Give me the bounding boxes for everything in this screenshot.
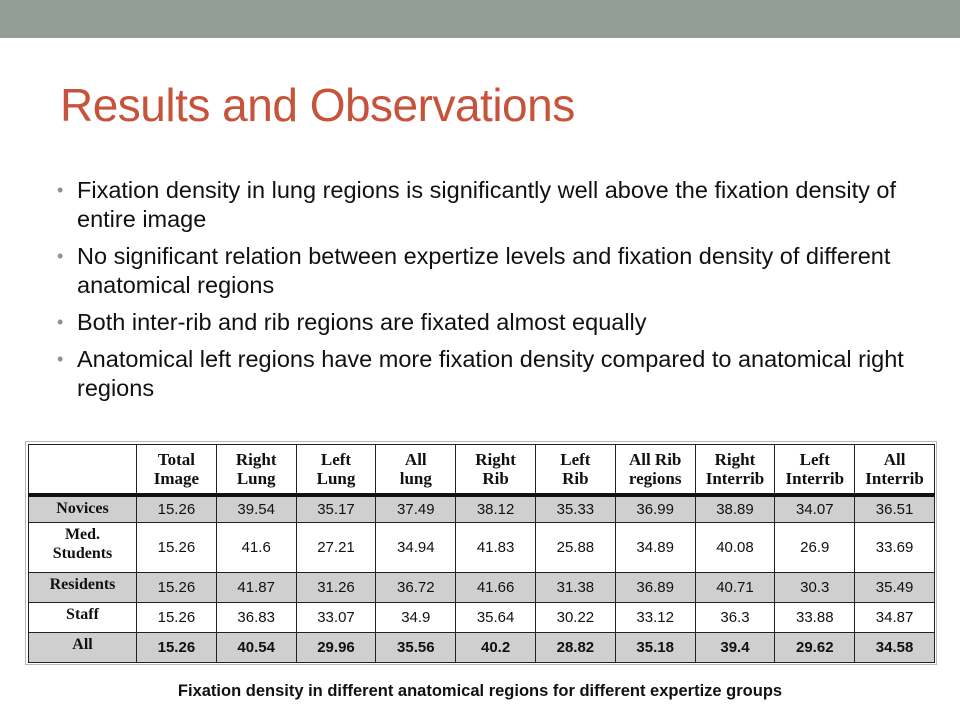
- table-cell: 29.96: [296, 633, 376, 663]
- table-cell: 33.12: [615, 603, 695, 633]
- bullet-item: [56, 176, 916, 234]
- table-cell: 35.17: [296, 495, 376, 523]
- table-header-row: [29, 445, 935, 495]
- table-cell: 34.58: [855, 633, 935, 663]
- column-header: All Rib regions: [615, 445, 695, 495]
- table-cell: 35.18: [615, 633, 695, 663]
- table-cell: 40.71: [695, 573, 775, 603]
- table-cell: 15.26: [137, 523, 217, 573]
- table-corner-cell: [29, 445, 137, 495]
- row-header: Residents: [29, 573, 137, 603]
- table-caption: Fixation density in different anatomical regions for different expertize groups: [177, 682, 783, 700]
- table-cell: 15.26: [137, 603, 217, 633]
- bullet-item: [56, 242, 916, 300]
- bullet-item: [56, 308, 916, 337]
- table-cell: 35.49: [855, 573, 935, 603]
- table-image: [25, 441, 937, 665]
- bullet-item: [56, 345, 916, 403]
- table-cell: 36.83: [216, 603, 296, 633]
- table-cell: 34.94: [376, 523, 456, 573]
- column-header: All lung: [376, 445, 456, 495]
- table-cell: 30.22: [535, 603, 615, 633]
- table-cell: 26.9: [775, 523, 855, 573]
- table-cell: 36.3: [695, 603, 775, 633]
- table-cell: 40.08: [695, 523, 775, 573]
- column-header: Left Interrib: [775, 445, 855, 495]
- table-cell: 36.51: [855, 495, 935, 523]
- table-cell: 31.38: [535, 573, 615, 603]
- bullet-text: Anatomical left regions have more fixation density compared to anatomical right regions: [77, 346, 904, 401]
- table-cell: 15.26: [137, 573, 217, 603]
- table-cell: 25.88: [535, 523, 615, 573]
- table-cell: 41.6: [216, 523, 296, 573]
- table-cell: 34.07: [775, 495, 855, 523]
- column-header: Left Rib: [535, 445, 615, 495]
- row-header: All: [29, 633, 137, 663]
- column-header: Right Interrib: [695, 445, 775, 495]
- row-header: Staff: [29, 603, 137, 633]
- table-row-novices: [29, 495, 935, 523]
- table-cell: 38.89: [695, 495, 775, 523]
- table-cell: 35.33: [535, 495, 615, 523]
- table-cell: 41.83: [456, 523, 536, 573]
- table-cell: 29.62: [775, 633, 855, 663]
- table-cell: 37.49: [376, 495, 456, 523]
- column-header: Left Lung: [296, 445, 376, 495]
- table-cell: 33.69: [855, 523, 935, 573]
- row-header: Novices: [29, 495, 137, 523]
- table-cell: 34.87: [855, 603, 935, 633]
- table-row-residents: [29, 573, 935, 603]
- row-header: Med. Students: [29, 523, 137, 573]
- table-cell: 36.99: [615, 495, 695, 523]
- table-cell: 38.12: [456, 495, 536, 523]
- bullet-list: [56, 176, 916, 411]
- table-cell: 36.72: [376, 573, 456, 603]
- table-row-staff: [29, 603, 935, 633]
- slide-title: Results and Observations: [60, 79, 575, 131]
- table-cell: 40.2: [456, 633, 536, 663]
- table-cell: 33.07: [296, 603, 376, 633]
- table-cell: 27.21: [296, 523, 376, 573]
- bullet-text: No significant relation between expertize levels and fixation density of different anatomical regions: [77, 243, 891, 298]
- table-row-med-students: [29, 523, 935, 573]
- table-cell: 41.87: [216, 573, 296, 603]
- column-header: Right Lung: [216, 445, 296, 495]
- top-band: [0, 0, 960, 38]
- table-cell: 36.89: [615, 573, 695, 603]
- table-cell: 41.66: [456, 573, 536, 603]
- table-cell: 39.4: [695, 633, 775, 663]
- bullet-icon: •: [57, 180, 64, 200]
- bullet-text: Both inter-rib and rib regions are fixated almost equally: [77, 309, 647, 335]
- table-cell: 39.54: [216, 495, 296, 523]
- table-cell: 35.64: [456, 603, 536, 633]
- table-cell: 30.3: [775, 573, 855, 603]
- table-cell: 28.82: [535, 633, 615, 663]
- table-cell: 34.9: [376, 603, 456, 633]
- table-cell: 35.56: [376, 633, 456, 663]
- bullet-icon: •: [57, 349, 64, 369]
- table-cell: 40.54: [216, 633, 296, 663]
- fixation-density-table: [28, 444, 935, 663]
- table-cell: 31.26: [296, 573, 376, 603]
- column-header: Total Image: [137, 445, 217, 495]
- column-header: All Interrib: [855, 445, 935, 495]
- bullet-icon: •: [57, 246, 64, 266]
- bullet-text: Fixation density in lung regions is significantly well above the fixation density of entire image: [77, 177, 897, 232]
- table-cell: 33.88: [775, 603, 855, 633]
- table-cell: 15.26: [137, 495, 217, 523]
- table-cell: 34.89: [615, 523, 695, 573]
- table-cell: 15.26: [137, 633, 217, 663]
- column-header: Right Rib: [456, 445, 536, 495]
- bullet-icon: •: [57, 312, 64, 332]
- table-row-all: [29, 633, 935, 663]
